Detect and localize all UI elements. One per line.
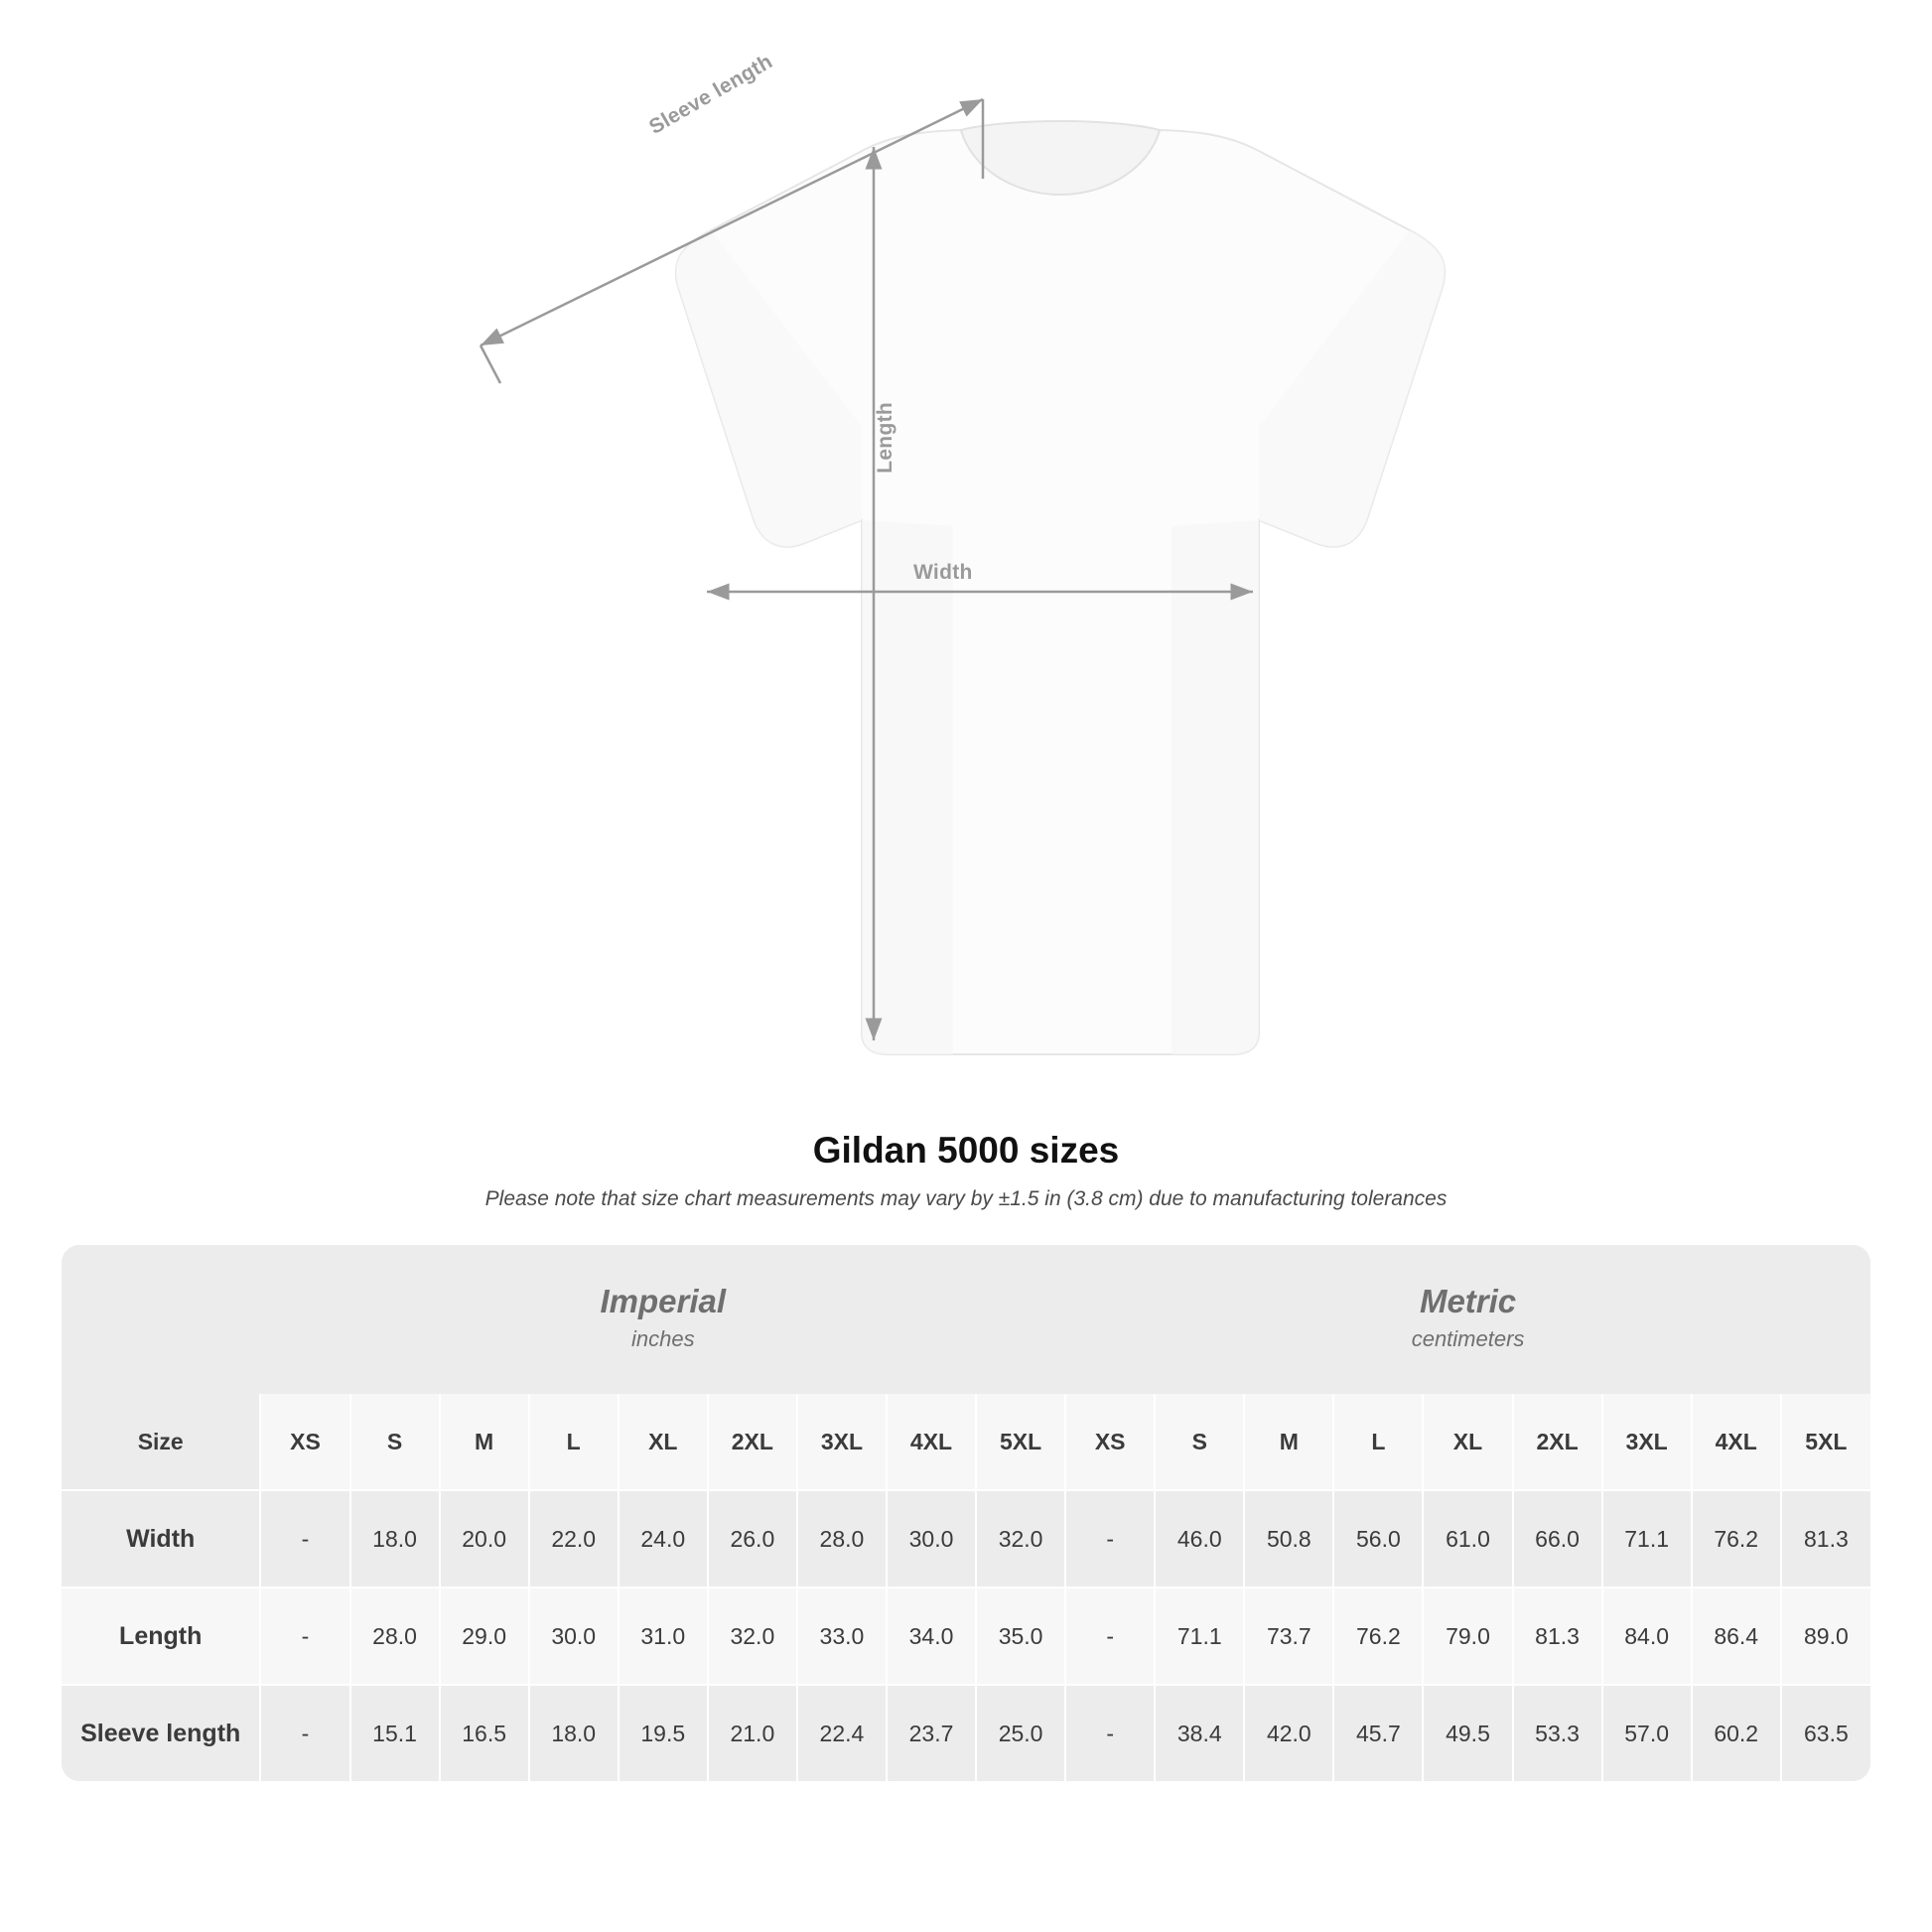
width-label: Width <box>913 561 973 584</box>
size-column-header-5: 2XL <box>708 1394 797 1490</box>
cell-0-17: 81.3 <box>1781 1490 1870 1587</box>
cell-0-1: 18.0 <box>350 1490 440 1587</box>
table-row <box>62 1587 1870 1685</box>
tolerance-note: Please note that size chart measurements may vary by ±1.5 in (3.8 cm) due to manufacturing tolerances <box>484 1187 1448 1210</box>
size-column-header-14: 2XL <box>1513 1394 1602 1490</box>
cell-0-13: 61.0 <box>1423 1490 1512 1587</box>
cell-2-15: 57.0 <box>1602 1685 1692 1781</box>
cell-0-11: 50.8 <box>1244 1490 1333 1587</box>
cell-2-0: - <box>260 1685 349 1781</box>
cell-0-8: 32.0 <box>976 1490 1065 1587</box>
cell-0-2: 20.0 <box>440 1490 529 1587</box>
size-column-header-3: L <box>529 1394 619 1490</box>
cell-0-5: 26.0 <box>708 1490 797 1587</box>
cell-1-0: - <box>260 1587 349 1685</box>
cell-0-0: - <box>260 1490 349 1587</box>
length-label: Length <box>874 402 897 474</box>
size-column-header-8: 5XL <box>976 1394 1065 1490</box>
cell-1-15: 84.0 <box>1602 1587 1692 1685</box>
cell-0-4: 24.0 <box>619 1490 708 1587</box>
size-column-header-10: S <box>1155 1394 1244 1490</box>
cell-1-7: 34.0 <box>887 1587 976 1685</box>
cell-1-1: 28.0 <box>350 1587 440 1685</box>
cell-1-9: - <box>1065 1587 1155 1685</box>
cell-0-16: 76.2 <box>1692 1490 1781 1587</box>
cell-1-17: 89.0 <box>1781 1587 1870 1685</box>
cell-1-8: 35.0 <box>976 1587 1065 1685</box>
unit-system-row <box>62 1245 1870 1394</box>
cell-2-2: 16.5 <box>440 1685 529 1781</box>
cell-1-10: 71.1 <box>1155 1587 1244 1685</box>
cell-2-8: 25.0 <box>976 1685 1065 1781</box>
cell-2-7: 23.7 <box>887 1685 976 1781</box>
imperial-unit: inches <box>630 1325 695 1351</box>
cell-0-10: 46.0 <box>1155 1490 1244 1587</box>
cell-2-9: - <box>1065 1685 1155 1781</box>
sleeve-length-label: Sleeve length <box>645 50 777 139</box>
size-column-header-15: 3XL <box>1602 1394 1692 1490</box>
cell-1-12: 76.2 <box>1333 1587 1423 1685</box>
cell-0-12: 56.0 <box>1333 1490 1423 1587</box>
cell-2-3: 18.0 <box>529 1685 619 1781</box>
cell-1-2: 29.0 <box>440 1587 529 1685</box>
cell-1-4: 31.0 <box>619 1587 708 1685</box>
cell-0-7: 30.0 <box>887 1490 976 1587</box>
imperial-name: Imperial <box>600 1282 727 1319</box>
size-column-header-12: L <box>1333 1394 1423 1490</box>
cell-2-10: 38.4 <box>1155 1685 1244 1781</box>
cell-0-3: 22.0 <box>529 1490 619 1587</box>
size-column-header-17: 5XL <box>1781 1394 1870 1490</box>
metric-unit: centimeters <box>1411 1325 1525 1351</box>
cell-2-14: 53.3 <box>1513 1685 1602 1781</box>
row-header-2: Sleeve length <box>62 1685 260 1781</box>
cell-2-4: 19.5 <box>619 1685 708 1781</box>
title-block <box>0 1130 1932 1211</box>
cell-2-1: 15.1 <box>350 1685 440 1781</box>
page-title: Gildan 5000 sizes <box>812 1130 1120 1171</box>
size-column-header-11: M <box>1244 1394 1333 1490</box>
size-column-header-7: 4XL <box>887 1394 976 1490</box>
metric-header <box>1065 1245 1870 1394</box>
row-header-1: Length <box>62 1587 260 1685</box>
cell-0-14: 66.0 <box>1513 1490 1602 1587</box>
cell-2-16: 60.2 <box>1692 1685 1781 1781</box>
size-header-label: Size <box>62 1394 260 1490</box>
table-row <box>62 1490 1870 1587</box>
cell-1-16: 86.4 <box>1692 1587 1781 1685</box>
cell-2-13: 49.5 <box>1423 1685 1512 1781</box>
metric-name: Metric <box>1419 1282 1517 1319</box>
cell-2-6: 22.4 <box>797 1685 887 1781</box>
cell-1-11: 73.7 <box>1244 1587 1333 1685</box>
size-table-wrapper <box>62 1245 1870 1781</box>
size-column-header-16: 4XL <box>1692 1394 1781 1490</box>
size-column-header-1: S <box>350 1394 440 1490</box>
size-column-header-6: 3XL <box>797 1394 887 1490</box>
table-row <box>62 1685 1870 1781</box>
tshirt-shape <box>676 121 1445 1054</box>
cell-2-17: 63.5 <box>1781 1685 1870 1781</box>
cell-0-9: - <box>1065 1490 1155 1587</box>
unit-row-spacer <box>62 1245 260 1394</box>
cell-1-13: 79.0 <box>1423 1587 1512 1685</box>
cell-2-5: 21.0 <box>708 1685 797 1781</box>
size-column-header-13: XL <box>1423 1394 1512 1490</box>
size-column-header-4: XL <box>619 1394 708 1490</box>
cell-2-12: 45.7 <box>1333 1685 1423 1781</box>
cell-1-5: 32.0 <box>708 1587 797 1685</box>
cell-2-11: 42.0 <box>1244 1685 1333 1781</box>
size-column-header-2: M <box>440 1394 529 1490</box>
row-header-0: Width <box>62 1490 260 1587</box>
cell-1-3: 30.0 <box>529 1587 619 1685</box>
size-column-header-9: XS <box>1065 1394 1155 1490</box>
cell-1-6: 33.0 <box>797 1587 887 1685</box>
size-column-header-0: XS <box>260 1394 349 1490</box>
cell-0-6: 28.0 <box>797 1490 887 1587</box>
imperial-header <box>260 1245 1065 1394</box>
cell-1-14: 81.3 <box>1513 1587 1602 1685</box>
size-table <box>62 1245 1870 1781</box>
size-header-row <box>62 1394 1870 1490</box>
size-table-body <box>62 1490 1870 1781</box>
cell-0-15: 71.1 <box>1602 1490 1692 1587</box>
